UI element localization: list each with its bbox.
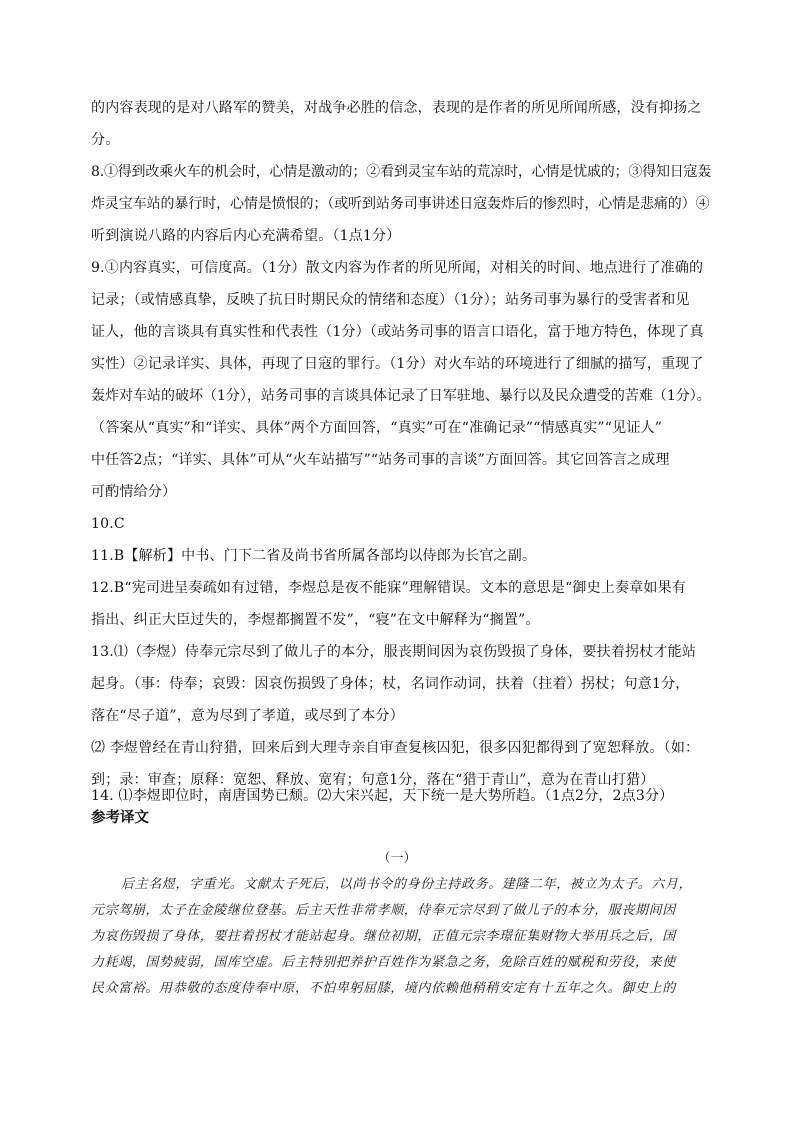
answer-line: 到；录：审查；原释：宽恕、释放、宽宥；句意1分，落在“猎于青山”，意为在青山打猎） xyxy=(91,772,655,788)
answer-line: 的内容表现的是对八路军的赞美，对战争必胜的信念，表现的是作者的所见所闻所感，没有抑扬之 xyxy=(91,100,702,116)
translation-line: 元宗驾崩，太子在金陵继位登基。后主天性非常孝顺，侍奉元宗尽到了做儿子的本分，服丧期间因 xyxy=(91,903,676,918)
answer-line: 炸灵宝车站的暴行时，心情是愤恨的；（或听到站务司事讲述日寇轰炸后的惨烈时，心情是悲痛的）④ xyxy=(91,196,710,212)
answer-line: 13.⑴（李煜）侍奉元宗尽到了做儿子的本分，服丧期间因为哀伤毁损了身体，要扶着拐杖才能站 xyxy=(91,644,697,660)
answer-line: 10.C xyxy=(91,516,125,532)
answer-line: ⑵ 李煜曾经在青山狩猎，回来后到大理寺亲自审查复核囚犯，很多囚犯都得到了宽恕释放。（如： xyxy=(91,740,700,756)
translation-line: 民众富裕。用恭敬的态度侍奉中原，不怕卑躬屈膝，境内依赖他稍稍安定有十五年之久。御史上的 xyxy=(91,981,676,996)
answer-line: 听到演说八路的内容后内心充满希望。（1点1分） xyxy=(91,228,401,244)
answer-line: 指出、纠正大臣过失的，李煜都搁置不发”，“寝”在文中解释为“搁置”。 xyxy=(91,612,540,628)
answer-line: 实性）②记录详实、具体，再现了日寇的罪行。（1分）对火车站的环境进行了细腻的描写，重现了 xyxy=(91,356,704,372)
translation-heading: 参考译文 xyxy=(91,809,149,826)
answer-line: 起身。（事：侍奉；哀毁：因哀伤损毁了身体；杖，名词作动词，扶着（拄着）拐杖；句意1分， xyxy=(91,676,690,692)
section-mark: （一） xyxy=(377,851,417,866)
answer-line: 14. ⑴李煜即位时，南唐国势已颓。⑵大宋兴起，天下统一是大势所趋。（1点2分，2点3分） xyxy=(91,788,674,804)
answer-line: 记录；（或情感真挚，反映了抗日时期民众的情绪和态度）（1分）；站务司事为暴行的受害者和见 xyxy=(91,292,690,308)
answer-line: 9.①内容真实，可信度高。（1分）散文内容为作者的所见所闻，对相关的时间、地点进行了准确的 xyxy=(91,260,704,276)
answer-line: 11.B【解析】中书、门下二省及尚书省所属各部均以侍郎为长官之副。 xyxy=(91,548,537,564)
answer-line: 轰炸对车站的破坏（1分），站务司事的言谈具体记录了日军驻地、暴行以及民众遭受的苦难（1分）。 xyxy=(91,388,711,404)
translation-line: 力耗竭，国势疲弱，国库空虚。后主特别把养护百姓作为紧急之务，免除百姓的赋税和劳役，来使 xyxy=(91,955,676,970)
answer-line: 8.①得到改乘火车的机会时，心情是激动的；②看到灵宝车站的荒凉时，心情是忧戚的；③得知日寇轰 xyxy=(91,164,712,180)
answer-line: 中任答2点；“详实、具体”可从“火车站描写”“站务司事的言谈”方面回答。其它回答言之成理 xyxy=(91,452,670,468)
translation-line: 为哀伤毁损了身体，要拄着拐杖才能站起身。继位初期，正值元宗李璟征集财物大举用兵之后，国 xyxy=(91,929,676,944)
answer-line: 落在“尽子道”，意为尽到了孝道，或尽到了本分） xyxy=(91,708,404,724)
answer-line: 分。 xyxy=(91,132,120,148)
answer-line: 12.B“宪司进呈奏疏如有过错，李煜总是夜不能寐”理解错误。文本的意思是“御史上奏章如果有 xyxy=(91,580,687,596)
answer-line: 证人，他的言谈具有真实性和代表性（1分）（或站务司事的语言口语化，富于地方特色，体现了真 xyxy=(91,324,704,340)
answer-line: 可酌情给分） xyxy=(91,484,177,500)
translation-line: 后主名煜，字重光。文献太子死后，以尚书令的身份主持政务。建隆二年，被立为太子。六月， xyxy=(121,877,693,892)
answer-line: （答案从“真实”和“详实、具体”两个方面回答，“真实”可在“准确记录”“情感真实”“见证人” xyxy=(91,420,663,436)
